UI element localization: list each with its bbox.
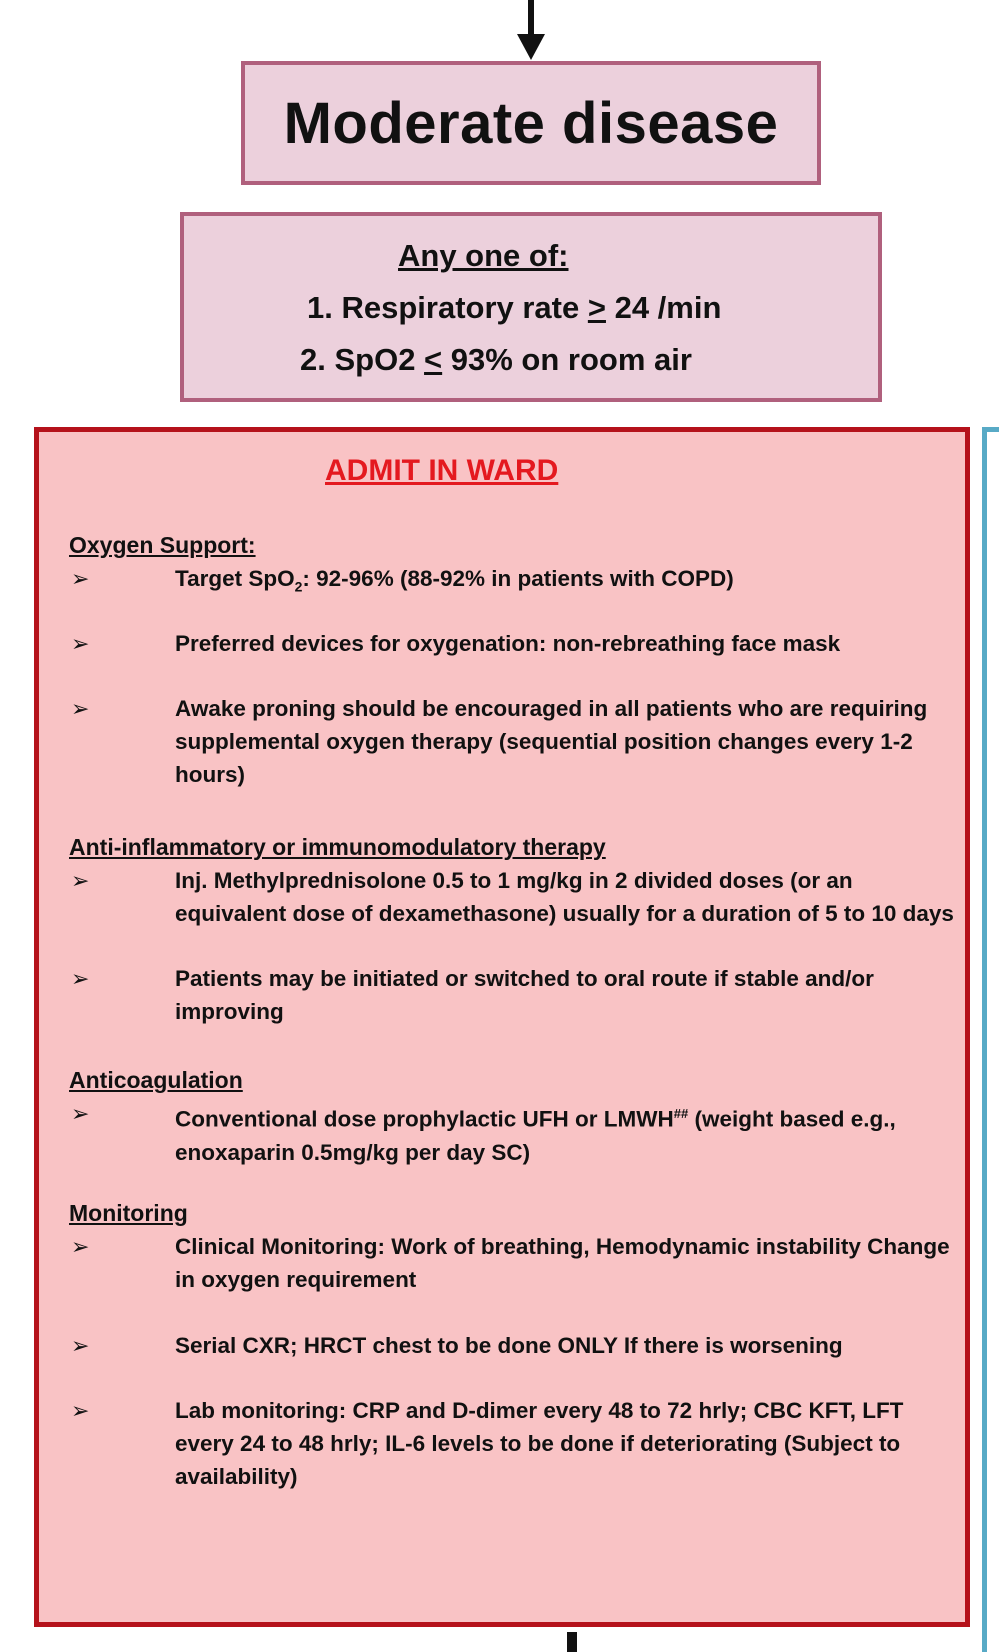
serial-cxr-text: Serial CXR; HRCT chest to be done ONLY If there is worsening: [175, 1333, 843, 1358]
text-part: : 92-96% (88-92% in patients with COPD): [302, 566, 734, 591]
oxygen-devices-text: Preferred devices for oxygenation: non-rebreathing face mask: [175, 631, 841, 656]
arrow-bullet-icon: ➢: [71, 1398, 90, 1423]
section-heading-monitoring: Monitoring: [69, 1200, 188, 1226]
title-box: [241, 61, 821, 185]
anticoagulation-text: [175, 1097, 955, 1169]
section-heading-anti-inflammatory: Anti-inflammatory or immunomodulatory therapy: [69, 834, 606, 860]
lab-monitoring-text: Lab monitoring: CRP and D-dimer every 48 to 72 hrly; CBC KFT, LFT every 24 to 48 hrly; IL-6 levels to be done if deteriorating (Subject to availability): [175, 1398, 904, 1489]
arrow-bullet-icon: ➢: [71, 1101, 90, 1126]
text-part: Conventional dose prophylactic UFH or LMWH: [175, 1106, 674, 1132]
arrow-bullet-icon: ➢: [71, 631, 90, 656]
top-arrow-head-icon: [517, 34, 545, 60]
criteria-box: [180, 212, 882, 402]
criteria-item-respiratory-rate: [307, 290, 721, 326]
arrow-bullet-icon: ➢: [71, 868, 90, 893]
arrow-bullet-icon: ➢: [71, 1333, 90, 1358]
section-heading-oxygen: Oxygen Support:: [69, 532, 256, 558]
less-equal-symbol: <: [424, 342, 443, 377]
criteria-item-1-prefix: 1. Respiratory rate: [307, 290, 588, 325]
arrow-bullet-icon: ➢: [71, 696, 90, 721]
text-part: (weight based e.g., enoxaparin 0.5mg/kg per day SC): [175, 1106, 896, 1165]
superscript: ##: [673, 1106, 689, 1121]
oral-route-text: Patients may be initiated or switched to oral route if stable and/or improving: [175, 966, 874, 1024]
greater-equal-symbol: >: [587, 290, 606, 325]
criteria-item-2-prefix: 2. SpO2: [300, 342, 425, 377]
oxygen-target-text: [175, 562, 955, 604]
criteria-heading: Any one of:: [398, 238, 569, 273]
criteria-item-spo2: [300, 342, 692, 378]
clinical-monitoring-text: Clinical Monitoring: Work of breathing, Hemodynamic instability Change in oxygen requirement: [175, 1234, 950, 1292]
arrow-bullet-icon: ➢: [71, 566, 90, 591]
arrow-bullet-icon: ➢: [71, 966, 90, 991]
bottom-arrow-shaft: [567, 1632, 577, 1652]
text-part: Target SpO: [175, 566, 295, 591]
admit-ward-box: [34, 427, 970, 1627]
criteria-item-2-suffix: 93% on room air: [442, 342, 692, 377]
top-arrow-shaft: [528, 0, 534, 36]
arrow-bullet-icon: ➢: [71, 1234, 90, 1259]
ward-title: ADMIT IN WARD: [325, 454, 559, 487]
section-heading-anticoagulation: Anticoagulation: [69, 1067, 243, 1093]
page-title: Moderate disease: [283, 90, 779, 156]
adjacent-box-edge: [982, 427, 999, 1652]
methylprednisolone-text: Inj. Methylprednisolone 0.5 to 1 mg/kg in 2 divided doses (or an equivalent dose of dexamethasone) usually for a duration of 5 to 10 days: [175, 868, 954, 926]
awake-proning-text: Awake proning should be encouraged in all patients who are requiring supplemental oxygen therapy (sequential position changes every 1-2 hours): [175, 696, 928, 787]
criteria-item-1-suffix: 24 /min: [605, 290, 722, 325]
subscript: 2: [294, 578, 303, 595]
